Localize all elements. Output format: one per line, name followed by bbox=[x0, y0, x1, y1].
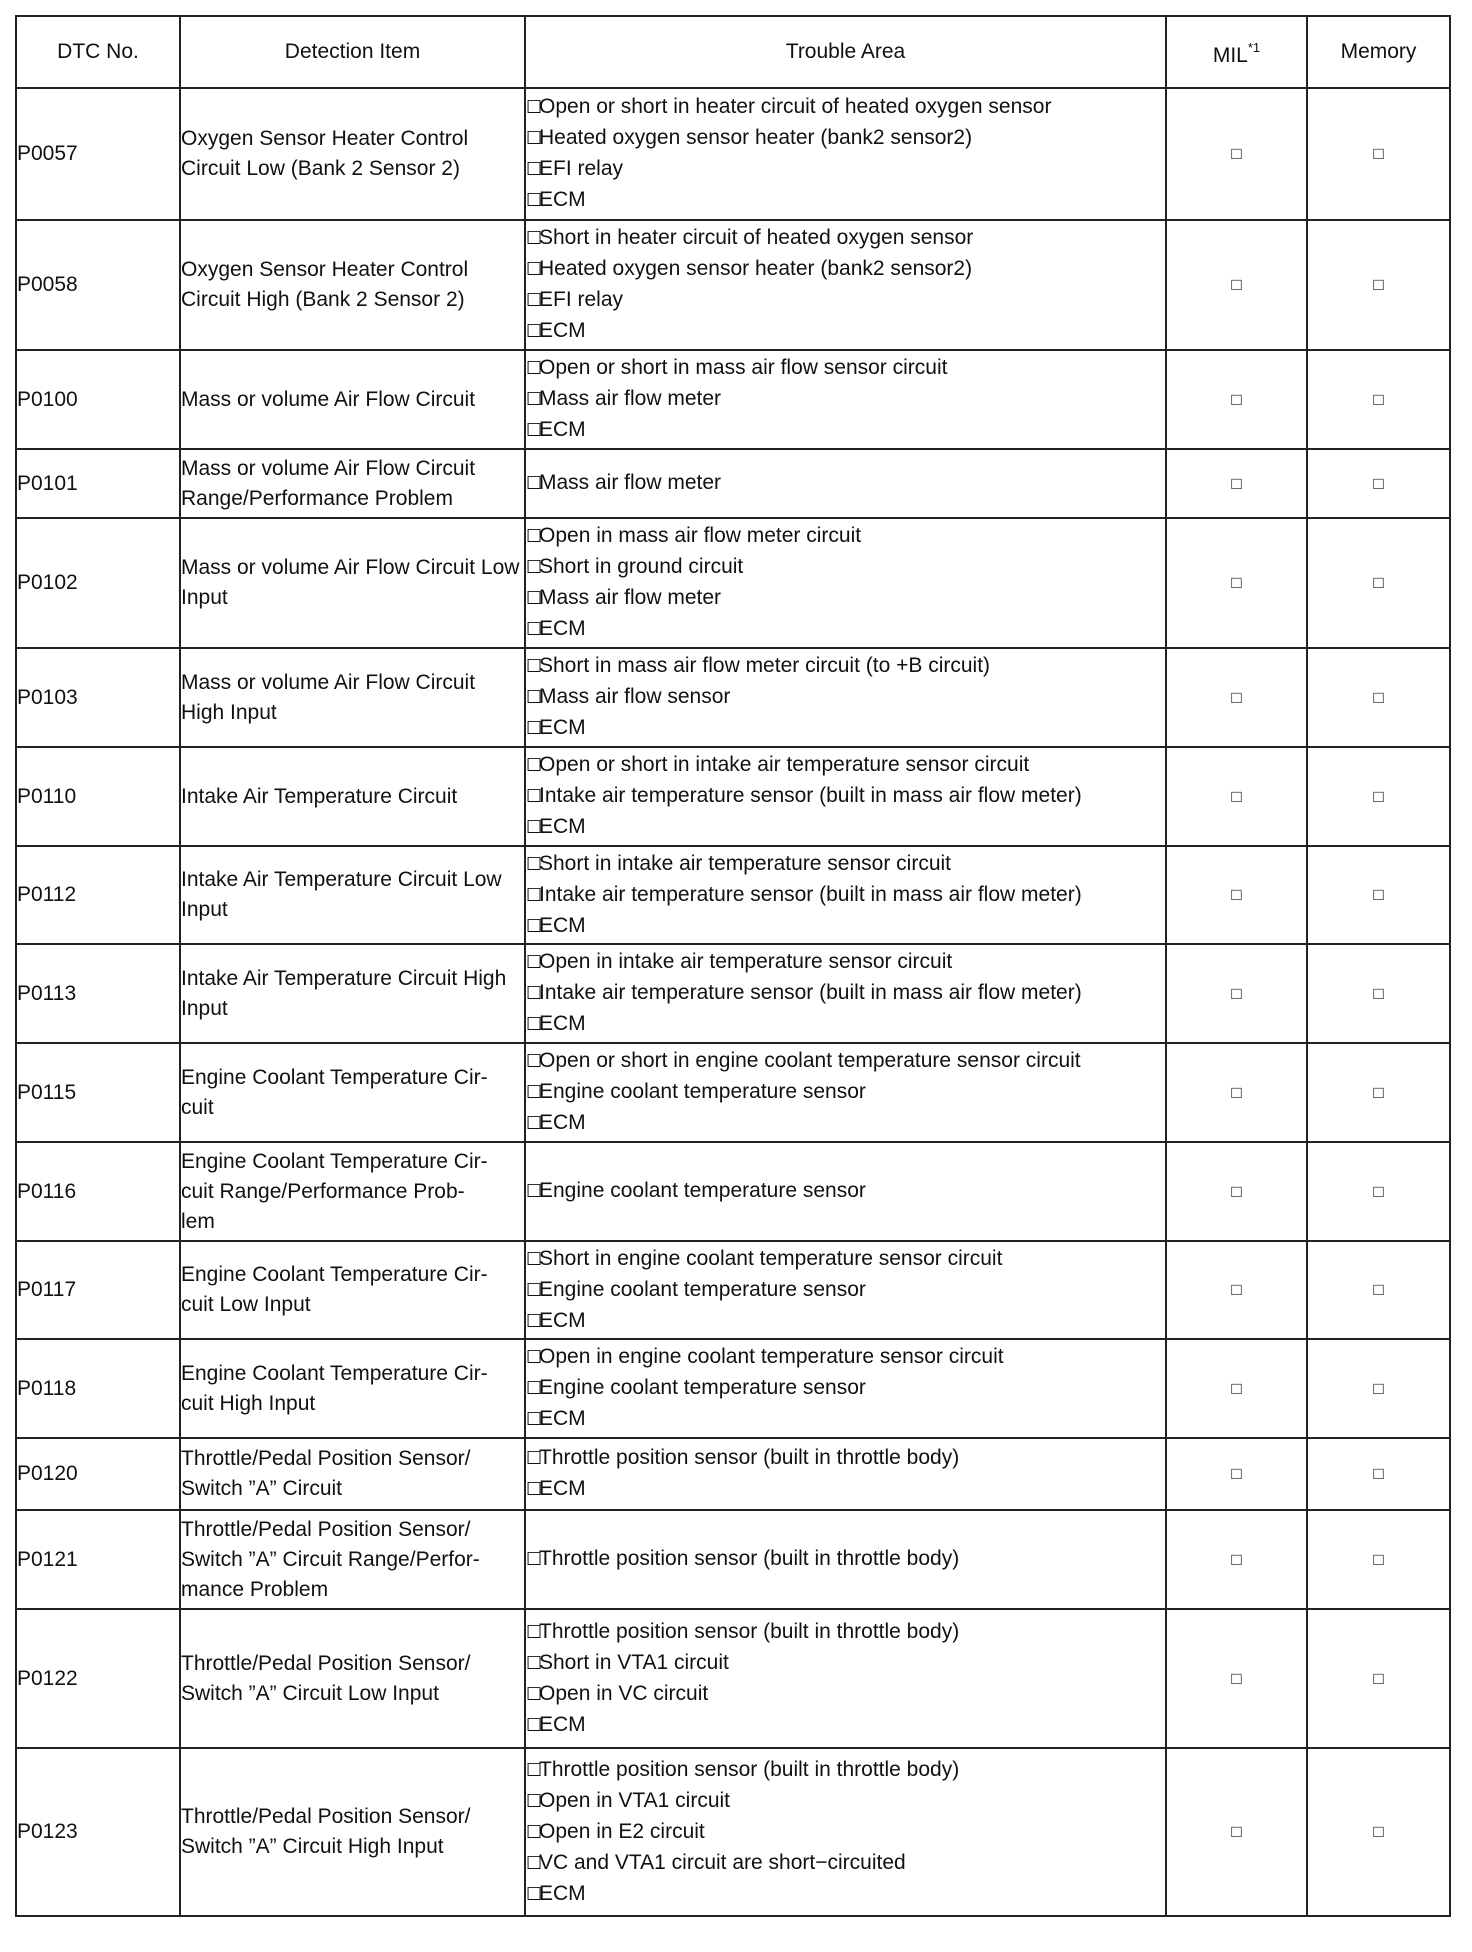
dtc-code: P0121 bbox=[16, 1510, 180, 1609]
checkbox-bullet-icon: ☐ bbox=[526, 1621, 543, 1643]
trouble-area-item: ☐Short in mass air flow meter circuit (to +B circuit) bbox=[526, 651, 1165, 682]
checkbox-bullet-icon: ☐ bbox=[526, 159, 543, 180]
checkbox-bullet-icon: ☐ bbox=[526, 97, 543, 118]
memory-mark: □ bbox=[1307, 846, 1450, 944]
trouble-area-item: ☐EFI relay bbox=[526, 154, 1165, 185]
checkbox-bullet-icon: ☐ bbox=[526, 1113, 543, 1134]
table-row bbox=[16, 747, 1450, 846]
memory-mark: □ bbox=[1307, 944, 1450, 1043]
checkbox-bullet-icon: ☐ bbox=[526, 1883, 543, 1905]
memory-mark: □ bbox=[1307, 1339, 1450, 1438]
table-row bbox=[16, 518, 1450, 648]
trouble-area bbox=[525, 88, 1166, 220]
checkbox-bullet-icon: ☐ bbox=[526, 1549, 543, 1570]
dtc-code: P0101 bbox=[16, 449, 180, 518]
header-row bbox=[16, 16, 1450, 88]
trouble-area-item: ☐Throttle position sensor (built in throttle body) bbox=[526, 1617, 1165, 1648]
trouble-area-item: ☐Open or short in engine coolant temperature sensor circuit bbox=[526, 1046, 1165, 1077]
memory-mark: □ bbox=[1307, 1748, 1450, 1916]
trouble-area-item: ☐ECM bbox=[526, 1404, 1165, 1435]
table-row bbox=[16, 1142, 1450, 1241]
checkbox-bullet-icon: ☐ bbox=[526, 1479, 543, 1500]
checkbox-bullet-icon: ☐ bbox=[526, 915, 543, 937]
detection-item: Engine Coolant Temperature Cir- cuit Low Input bbox=[180, 1241, 525, 1339]
table-row bbox=[16, 1609, 1450, 1748]
mil-mark: □ bbox=[1166, 350, 1307, 449]
trouble-area-item: ☐Open in E2 circuit bbox=[526, 1817, 1165, 1848]
checkbox-bullet-icon: ☐ bbox=[526, 1279, 543, 1301]
trouble-area-item: ☐Mass air flow sensor bbox=[526, 682, 1165, 713]
trouble-area bbox=[525, 518, 1166, 648]
checkbox-bullet-icon: ☐ bbox=[526, 884, 543, 906]
memory-mark: □ bbox=[1307, 88, 1450, 220]
trouble-area-item: ☐Engine coolant temperature sensor bbox=[526, 1373, 1165, 1404]
trouble-area-item: ☐Open in VC circuit bbox=[526, 1679, 1165, 1710]
trouble-area-item: ☐Mass air flow meter bbox=[526, 468, 1165, 499]
checkbox-bullet-icon: ☐ bbox=[526, 1051, 543, 1072]
trouble-area-item: ☐Engine coolant temperature sensor bbox=[526, 1077, 1165, 1108]
trouble-area bbox=[525, 1241, 1166, 1339]
trouble-area-item: ☐Open in engine coolant temperature sensor circuit bbox=[526, 1342, 1165, 1373]
trouble-area-item: ☐ECM bbox=[526, 1009, 1165, 1040]
trouble-area-item: ☐ECM bbox=[526, 415, 1165, 446]
checkbox-bullet-icon: ☐ bbox=[526, 1378, 543, 1399]
checkbox-bullet-icon: ☐ bbox=[526, 190, 543, 211]
detection-item: Throttle/Pedal Position Sensor/ Switch ”A” Circuit Low Input bbox=[180, 1609, 525, 1748]
detection-item: Mass or volume Air Flow Circuit High Input bbox=[180, 648, 525, 747]
mil-mark: □ bbox=[1166, 1043, 1307, 1142]
checkbox-bullet-icon: ☐ bbox=[526, 473, 543, 494]
trouble-area bbox=[525, 1609, 1166, 1748]
mil-mark: □ bbox=[1166, 88, 1307, 220]
trouble-area bbox=[525, 350, 1166, 449]
trouble-area-item: ☐Short in VTA1 circuit bbox=[526, 1648, 1165, 1679]
memory-mark: □ bbox=[1307, 747, 1450, 846]
checkbox-bullet-icon: ☐ bbox=[526, 786, 543, 807]
memory-mark: □ bbox=[1307, 1043, 1450, 1142]
trouble-area-item: ☐Engine coolant temperature sensor bbox=[526, 1176, 1165, 1207]
dtc-code: P0113 bbox=[16, 944, 180, 1043]
trouble-area-item: ☐Open or short in intake air temperature sensor circuit bbox=[526, 750, 1165, 781]
dtc-code: P0057 bbox=[16, 88, 180, 220]
table-row bbox=[16, 944, 1450, 1043]
trouble-area bbox=[525, 220, 1166, 350]
trouble-area bbox=[525, 846, 1166, 944]
table-row bbox=[16, 88, 1450, 220]
detection-item: Intake Air Temperature Circuit Low Input bbox=[180, 846, 525, 944]
header-trouble-area: Trouble Area bbox=[525, 16, 1166, 88]
table-row bbox=[16, 1043, 1450, 1142]
table-row bbox=[16, 846, 1450, 944]
checkbox-bullet-icon: ☐ bbox=[526, 389, 543, 410]
memory-mark: □ bbox=[1307, 1241, 1450, 1339]
dtc-code: P0117 bbox=[16, 1241, 180, 1339]
detection-item: Intake Air Temperature Circuit bbox=[180, 747, 525, 846]
checkbox-bullet-icon: ☐ bbox=[526, 983, 543, 1004]
trouble-area-item: ☐Throttle position sensor (built in throttle body) bbox=[526, 1443, 1165, 1474]
trouble-area-item: ☐ECM bbox=[526, 911, 1165, 942]
table-row bbox=[16, 1438, 1450, 1510]
trouble-area-item: ☐Open in VTA1 circuit bbox=[526, 1786, 1165, 1817]
mil-mark: □ bbox=[1166, 220, 1307, 350]
trouble-area bbox=[525, 1748, 1166, 1916]
checkbox-bullet-icon: ☐ bbox=[526, 228, 543, 249]
checkbox-bullet-icon: ☐ bbox=[526, 755, 543, 776]
dtc-code: P0110 bbox=[16, 747, 180, 846]
checkbox-bullet-icon: ☐ bbox=[526, 1852, 543, 1874]
table-row bbox=[16, 648, 1450, 747]
memory-mark: □ bbox=[1307, 1438, 1450, 1510]
trouble-area-item: ☐Heated oxygen sensor heater (bank2 sensor2) bbox=[526, 254, 1165, 285]
trouble-area bbox=[525, 648, 1166, 747]
trouble-area bbox=[525, 449, 1166, 518]
checkbox-bullet-icon: ☐ bbox=[526, 952, 543, 973]
dtc-code: P0116 bbox=[16, 1142, 180, 1241]
checkbox-bullet-icon: ☐ bbox=[526, 1347, 543, 1368]
trouble-area-item: ☐Intake air temperature sensor (built in mass air flow meter) bbox=[526, 781, 1165, 812]
dtc-code: P0122 bbox=[16, 1609, 180, 1748]
memory-mark: □ bbox=[1307, 220, 1450, 350]
trouble-area-item: ☐Short in intake air temperature sensor circuit bbox=[526, 849, 1165, 880]
checkbox-bullet-icon: ☐ bbox=[526, 1821, 543, 1843]
dtc-code: P0112 bbox=[16, 846, 180, 944]
trouble-area-item: ☐Intake air temperature sensor (built in mass air flow meter) bbox=[526, 978, 1165, 1009]
trouble-area-item: ☐ECM bbox=[526, 1306, 1165, 1337]
mil-mark: □ bbox=[1166, 1142, 1307, 1241]
dtc-code: P0058 bbox=[16, 220, 180, 350]
checkbox-bullet-icon: ☐ bbox=[526, 1759, 543, 1781]
mil-mark: □ bbox=[1166, 747, 1307, 846]
detection-item: Oxygen Sensor Heater Control Circuit Low (Bank 2 Sensor 2) bbox=[180, 88, 525, 220]
checkbox-bullet-icon: ☐ bbox=[526, 358, 543, 379]
mil-mark: □ bbox=[1166, 846, 1307, 944]
trouble-area-item: ☐Short in engine coolant temperature sensor circuit bbox=[526, 1244, 1165, 1275]
trouble-area-item: ☐ECM bbox=[526, 1474, 1165, 1505]
trouble-area-item: ☐Open or short in heater circuit of heated oxygen sensor bbox=[526, 92, 1165, 123]
header-detection-item: Detection Item bbox=[180, 16, 525, 88]
table-row bbox=[16, 220, 1450, 350]
table-row bbox=[16, 1339, 1450, 1438]
checkbox-bullet-icon: ☐ bbox=[526, 321, 543, 342]
mil-mark: □ bbox=[1166, 1438, 1307, 1510]
trouble-area-item: ☐Engine coolant temperature sensor bbox=[526, 1275, 1165, 1306]
checkbox-bullet-icon: ☐ bbox=[526, 1181, 543, 1202]
checkbox-bullet-icon: ☐ bbox=[526, 588, 543, 609]
checkbox-bullet-icon: ☐ bbox=[526, 1248, 543, 1270]
dtc-code: P0115 bbox=[16, 1043, 180, 1142]
trouble-area-item: ☐Heated oxygen sensor heater (bank2 sensor2) bbox=[526, 123, 1165, 154]
memory-mark: □ bbox=[1307, 449, 1450, 518]
header-mil bbox=[1166, 16, 1307, 88]
trouble-area-item: ☐Throttle position sensor (built in throttle body) bbox=[526, 1755, 1165, 1786]
mil-mark: □ bbox=[1166, 648, 1307, 747]
detection-item: Throttle/Pedal Position Sensor/ Switch ”A” Circuit bbox=[180, 1438, 525, 1510]
memory-mark: □ bbox=[1307, 1142, 1450, 1241]
detection-item: Throttle/Pedal Position Sensor/ Switch ”A” Circuit High Input bbox=[180, 1748, 525, 1916]
detection-item: Engine Coolant Temperature Cir- cuit Range/Performance Prob- lem bbox=[180, 1142, 525, 1241]
mil-mark: □ bbox=[1166, 1609, 1307, 1748]
memory-mark: □ bbox=[1307, 518, 1450, 648]
mil-mark: □ bbox=[1166, 1339, 1307, 1438]
trouble-area-item: ☐Short in heater circuit of heated oxygen sensor bbox=[526, 223, 1165, 254]
mil-mark: □ bbox=[1166, 944, 1307, 1043]
trouble-area-item: ☐Mass air flow meter bbox=[526, 583, 1165, 614]
trouble-area-item: ☐ECM bbox=[526, 1710, 1165, 1741]
trouble-area bbox=[525, 747, 1166, 846]
trouble-area bbox=[525, 1142, 1166, 1241]
detection-item: Engine Coolant Temperature Cir- cuit bbox=[180, 1043, 525, 1142]
dtc-code: P0102 bbox=[16, 518, 180, 648]
trouble-area-item: ☐ECM bbox=[526, 1879, 1165, 1910]
table-row bbox=[16, 1510, 1450, 1609]
dtc-code: P0120 bbox=[16, 1438, 180, 1510]
checkbox-bullet-icon: ☐ bbox=[526, 526, 543, 547]
checkbox-bullet-icon: ☐ bbox=[526, 853, 543, 875]
mil-mark: □ bbox=[1166, 518, 1307, 648]
trouble-area bbox=[525, 944, 1166, 1043]
detection-item: Mass or volume Air Flow Circuit Range/Performance Problem bbox=[180, 449, 525, 518]
checkbox-bullet-icon: ☐ bbox=[526, 1790, 543, 1812]
checkbox-bullet-icon: ☐ bbox=[526, 420, 543, 441]
table-body bbox=[16, 88, 1450, 1916]
detection-item: Engine Coolant Temperature Cir- cuit High Input bbox=[180, 1339, 525, 1438]
trouble-area-item: ☐ECM bbox=[526, 316, 1165, 347]
trouble-area-item: ☐Open or short in mass air flow sensor circuit bbox=[526, 353, 1165, 384]
checkbox-bullet-icon: ☐ bbox=[526, 1310, 543, 1332]
trouble-area-item: ☐ECM bbox=[526, 1108, 1165, 1139]
memory-mark: □ bbox=[1307, 1609, 1450, 1748]
table-row bbox=[16, 1748, 1450, 1916]
trouble-area bbox=[525, 1339, 1166, 1438]
trouble-area-item: ☐ECM bbox=[526, 185, 1165, 216]
table-row bbox=[16, 449, 1450, 518]
dtc-table bbox=[15, 15, 1451, 1917]
header-mil-footnote: *1 bbox=[1247, 40, 1261, 55]
checkbox-bullet-icon: ☐ bbox=[526, 1448, 543, 1469]
trouble-area bbox=[525, 1438, 1166, 1510]
header-mil-label: MIL bbox=[1212, 44, 1248, 67]
trouble-area bbox=[525, 1043, 1166, 1142]
checkbox-bullet-icon: ☐ bbox=[526, 1014, 543, 1035]
table-row bbox=[16, 1241, 1450, 1339]
header-dtc-no: DTC No. bbox=[16, 16, 180, 88]
mil-mark: □ bbox=[1166, 1241, 1307, 1339]
trouble-area-item: ☐ECM bbox=[526, 713, 1165, 744]
checkbox-bullet-icon: ☐ bbox=[526, 817, 543, 838]
checkbox-bullet-icon: ☐ bbox=[526, 1652, 543, 1674]
checkbox-bullet-icon: ☐ bbox=[526, 290, 543, 311]
mil-mark: □ bbox=[1166, 449, 1307, 518]
mil-mark: □ bbox=[1166, 1510, 1307, 1609]
trouble-area-item: ☐EFI relay bbox=[526, 285, 1165, 316]
checkbox-bullet-icon: ☐ bbox=[526, 128, 543, 149]
detection-item: Throttle/Pedal Position Sensor/ Switch ”A” Circuit Range/Perfor- mance Problem bbox=[180, 1510, 525, 1609]
trouble-area-item: ☐ECM bbox=[526, 614, 1165, 645]
trouble-area bbox=[525, 1510, 1166, 1609]
detection-item: Oxygen Sensor Heater Control Circuit High (Bank 2 Sensor 2) bbox=[180, 220, 525, 350]
memory-mark: □ bbox=[1307, 350, 1450, 449]
header-memory: Memory bbox=[1307, 16, 1450, 88]
checkbox-bullet-icon: ☐ bbox=[526, 259, 543, 280]
memory-mark: □ bbox=[1307, 648, 1450, 747]
dtc-code: P0100 bbox=[16, 350, 180, 449]
dtc-code: P0118 bbox=[16, 1339, 180, 1438]
trouble-area-item: ☐Open in mass air flow meter circuit bbox=[526, 521, 1165, 552]
table-row bbox=[16, 350, 1450, 449]
trouble-area-item: ☐Short in ground circuit bbox=[526, 552, 1165, 583]
checkbox-bullet-icon: ☐ bbox=[526, 718, 543, 739]
trouble-area-item: ☐Intake air temperature sensor (built in mass air flow meter) bbox=[526, 880, 1165, 911]
checkbox-bullet-icon: ☐ bbox=[526, 1409, 543, 1430]
checkbox-bullet-icon: ☐ bbox=[526, 619, 543, 640]
checkbox-bullet-icon: ☐ bbox=[526, 1683, 543, 1705]
checkbox-bullet-icon: ☐ bbox=[526, 687, 543, 708]
checkbox-bullet-icon: ☐ bbox=[526, 1714, 543, 1736]
trouble-area-item: ☐Mass air flow meter bbox=[526, 384, 1165, 415]
trouble-area-item: ☐Open in intake air temperature sensor circuit bbox=[526, 947, 1165, 978]
dtc-code: P0123 bbox=[16, 1748, 180, 1916]
detection-item: Intake Air Temperature Circuit High Input bbox=[180, 944, 525, 1043]
detection-item: Mass or volume Air Flow Circuit Low Input bbox=[180, 518, 525, 648]
checkbox-bullet-icon: ☐ bbox=[526, 656, 543, 677]
memory-mark: □ bbox=[1307, 1510, 1450, 1609]
dtc-code: P0103 bbox=[16, 648, 180, 747]
trouble-area-item: ☐ECM bbox=[526, 812, 1165, 843]
checkbox-bullet-icon: ☐ bbox=[526, 1082, 543, 1103]
trouble-area-item: ☐Throttle position sensor (built in throttle body) bbox=[526, 1544, 1165, 1575]
checkbox-bullet-icon: ☐ bbox=[526, 557, 543, 578]
trouble-area-item: ☐VC and VTA1 circuit are short−circuited bbox=[526, 1848, 1165, 1879]
detection-item: Mass or volume Air Flow Circuit bbox=[180, 350, 525, 449]
mil-mark: □ bbox=[1166, 1748, 1307, 1916]
